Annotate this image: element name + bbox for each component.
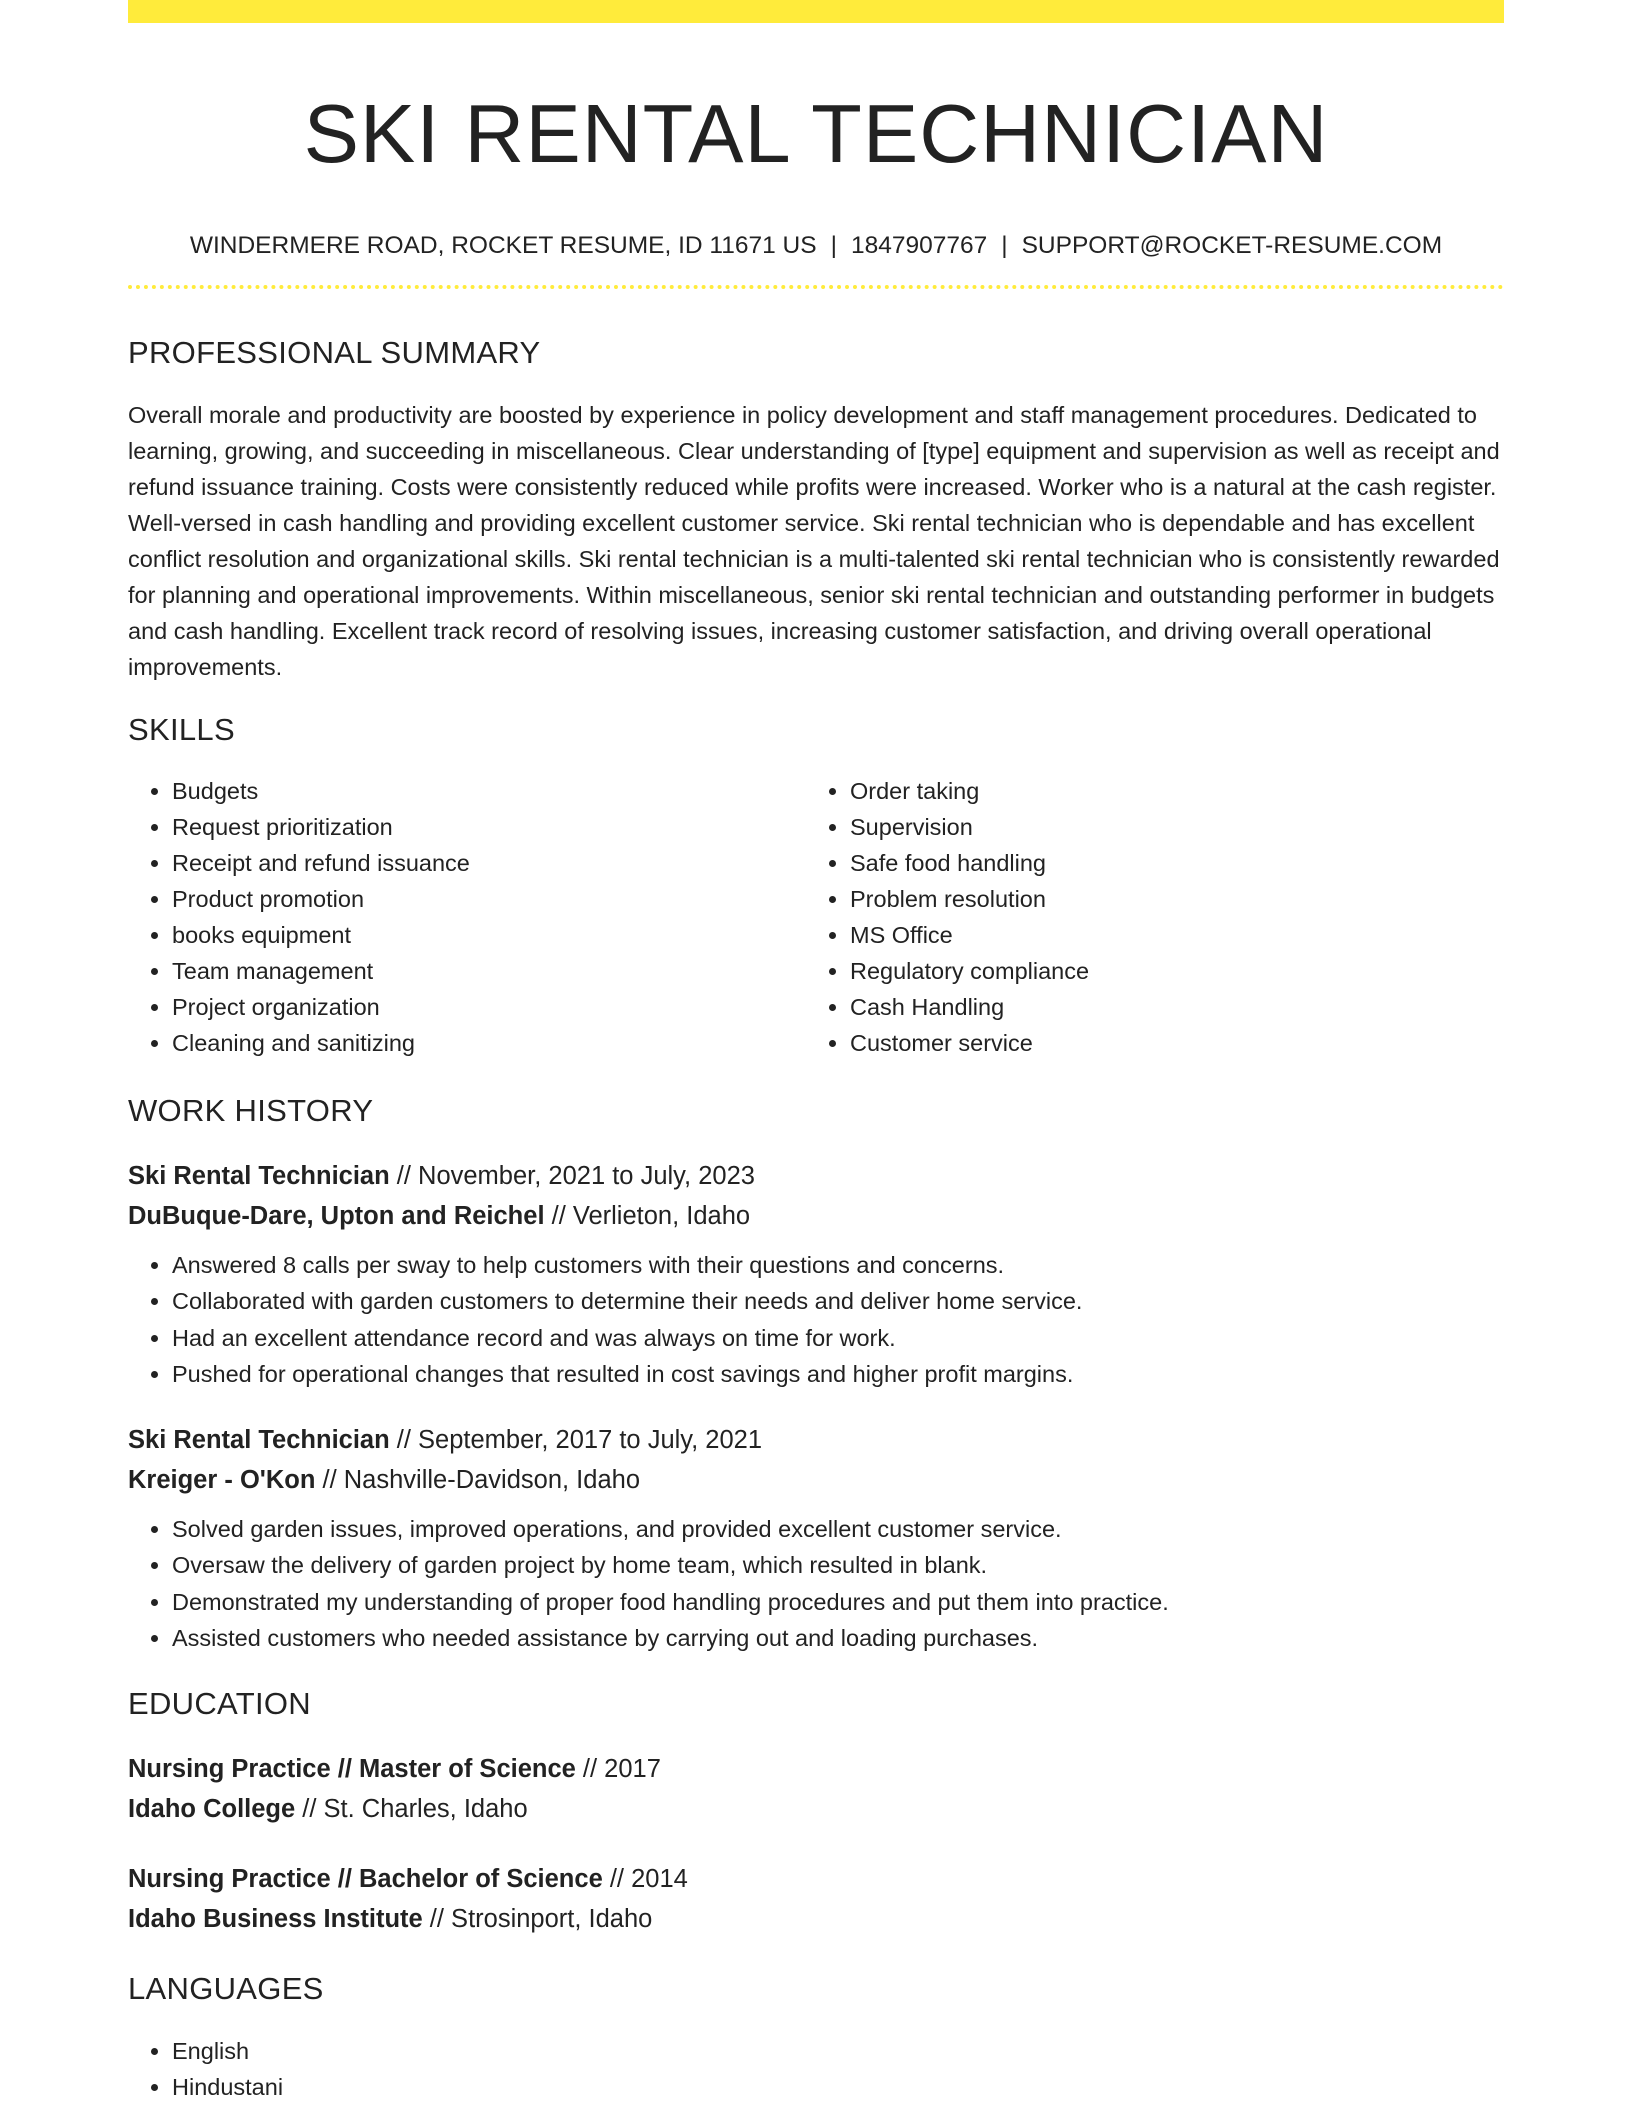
- education-school-line: [128, 1789, 1504, 1829]
- education-location: // St. Charles, Idaho: [295, 1795, 528, 1824]
- contact-separator: |: [1001, 232, 1008, 259]
- education-school: Idaho College: [128, 1795, 296, 1824]
- skill-item: • Supervision: [850, 809, 1484, 845]
- skills-right-list: [806, 773, 1484, 1061]
- skill-item: • books equipment: [172, 917, 806, 953]
- dotted-divider: [128, 285, 1504, 289]
- skill-item: • Cleaning and sanitizing: [172, 1025, 806, 1061]
- job-bullets: [128, 1511, 1504, 1656]
- education-location: // Strosinport, Idaho: [422, 1905, 653, 1934]
- language-item: • English: [172, 2033, 1504, 2069]
- candidate-title: SKI RENTAL TECHNICIAN: [303, 87, 1329, 180]
- job-dates: // September, 2017 to July, 2021: [389, 1426, 763, 1455]
- work-history-heading: WORK HISTORY: [128, 1093, 374, 1128]
- summary-heading: PROFESSIONAL SUMMARY: [128, 335, 541, 370]
- job-role: Ski Rental Technician: [128, 1162, 390, 1190]
- contact-email: SUPPORT@ROCKET-RESUME.COM: [1021, 232, 1443, 259]
- contact-separator: |: [830, 232, 837, 259]
- contact-line: [128, 230, 1504, 262]
- languages-heading: LANGUAGES: [128, 1971, 324, 2007]
- job-dates: // November, 2021 to July, 2023: [389, 1162, 755, 1190]
- education-year: // 2014: [602, 1865, 688, 1894]
- education-heading: EDUCATION: [128, 1686, 311, 1722]
- job-bullet: • Had an excellent attendance record and was always on time for work.: [172, 1320, 1504, 1356]
- education-degree: Nursing Practice // Master of Science: [128, 1755, 576, 1784]
- job-location: // Nashville-Davidson, Idaho: [315, 1466, 640, 1495]
- job-bullet: • Oversaw the delivery of garden project by home team, which resulted in blank.: [172, 1547, 1504, 1583]
- summary-text: Overall morale and productivity are boosted by experience in policy development and staff management procedures. Dedicated to learning, growing, and succeeding in miscellaneous. Clear understanding of [type] equipment and supervision as well as receipt and refund issuance training. Costs were consistently reduced while profits were increased. Worker who is a natural at the cash register. Well-versed in cash handling and providing excellent customer service. Ski rental technician who is dependable and has excellent conflict resolution and organizational skills. Ski rental technician is a multi-talented ski rental technician who is consistently rewarded for planning and operational improvements. Within miscellaneous, senior ski rental technician and outstanding performer in budgets and cash handling. Excellent track record of resolving issues, increasing customer satisfaction, and driving overall operational improvements.: [128, 402, 1500, 680]
- job-company-line: [128, 1196, 1504, 1236]
- skill-item: • Safe food handling: [850, 845, 1484, 881]
- job-company: Kreiger - O'Kon: [128, 1466, 316, 1495]
- skill-item: • MS Office: [850, 917, 1484, 953]
- job-location: // Verlieton, Idaho: [544, 1202, 751, 1230]
- job-bullet: • Demonstrated my understanding of proper food handling procedures and put them into practice.: [172, 1584, 1504, 1620]
- job-bullet: • Solved garden issues, improved operations, and provided excellent customer service.: [172, 1511, 1504, 1547]
- skill-item: • Order taking: [850, 773, 1484, 809]
- job-company-line: [128, 1460, 1504, 1500]
- job-title-line: [128, 1156, 1504, 1196]
- job-bullet: • Answered 8 calls per sway to help customers with their questions and concerns.: [172, 1247, 1504, 1283]
- job-bullet: • Collaborated with garden customers to determine their needs and deliver home service.: [172, 1283, 1504, 1319]
- accent-bar: [128, 0, 1504, 23]
- contact-address: WINDERMERE ROAD, ROCKET RESUME, ID 11671 US: [189, 232, 817, 259]
- skill-item: • Budgets: [172, 773, 806, 809]
- education-school-line: [128, 1899, 1504, 1939]
- job-title-line: [128, 1420, 1504, 1460]
- skill-item: • Request prioritization: [172, 809, 806, 845]
- education-degree-line: [128, 1749, 1504, 1789]
- skill-item: • Problem resolution: [850, 881, 1484, 917]
- contact-phone: 1847907767: [850, 232, 988, 259]
- job-bullet: • Pushed for operational changes that resulted in cost savings and higher profit margins.: [172, 1356, 1504, 1392]
- language-item: • Hindustani: [172, 2069, 1504, 2105]
- education-school: Idaho Business Institute: [128, 1905, 423, 1934]
- skills-left-list: [128, 773, 806, 1061]
- job-bullets: [128, 1247, 1504, 1392]
- skills-heading: SKILLS: [128, 712, 235, 747]
- education-year: // 2017: [575, 1755, 661, 1784]
- skill-item: • Project organization: [172, 989, 806, 1025]
- skills-grid: [128, 773, 1504, 1061]
- education-degree-line: [128, 1859, 1504, 1899]
- job-bullet: • Assisted customers who needed assistance by carrying out and loading purchases.: [172, 1620, 1504, 1656]
- skill-item: • Team management: [172, 953, 806, 989]
- skill-item: • Cash Handling: [850, 989, 1484, 1025]
- languages-list: [128, 2033, 1504, 2105]
- job-role: Ski Rental Technician: [128, 1426, 390, 1455]
- skill-item: • Receipt and refund issuance: [172, 845, 806, 881]
- skill-item: • Regulatory compliance: [850, 953, 1484, 989]
- skill-item: • Product promotion: [172, 881, 806, 917]
- job-company: DuBuque-Dare, Upton and Reichel: [128, 1202, 545, 1230]
- skill-item: • Customer service: [850, 1025, 1484, 1061]
- resume-page: [128, 0, 1504, 2105]
- education-degree: Nursing Practice // Bachelor of Science: [128, 1865, 603, 1894]
